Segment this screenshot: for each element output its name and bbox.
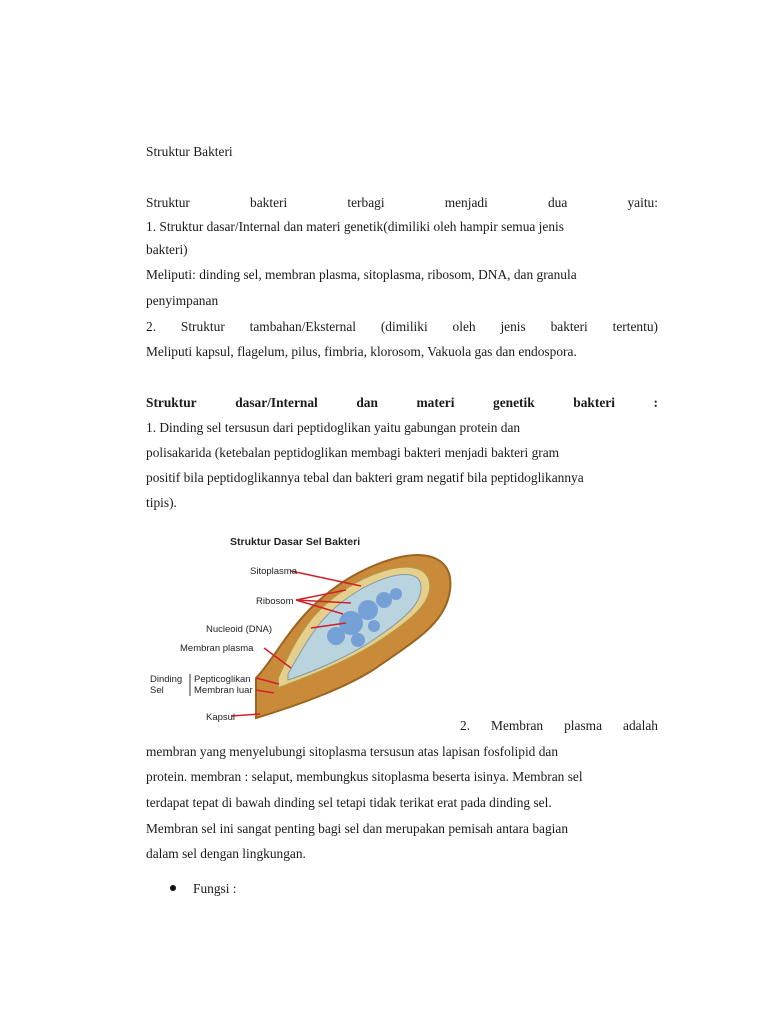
word: adalah bbox=[623, 718, 658, 733]
document-title: Struktur Bakteri bbox=[146, 144, 233, 159]
label-ribosom: Ribosom bbox=[256, 596, 294, 607]
word: dan bbox=[356, 395, 378, 410]
bullet-dot-icon bbox=[170, 885, 176, 891]
bacteria-diagram bbox=[146, 528, 466, 733]
bacteria-structure-figure bbox=[146, 528, 466, 733]
word: Struktur bbox=[180, 319, 225, 334]
paragraph2-line-1 bbox=[460, 717, 658, 735]
intro-line-1 bbox=[146, 194, 658, 212]
paragraph2-line-5: Membran sel ini sangat penting bagi sel dan merupakan pemisah antara bagian bbox=[146, 821, 569, 836]
word: Struktur bbox=[146, 195, 190, 210]
word: jenis bbox=[500, 319, 526, 334]
word: : bbox=[653, 395, 658, 410]
paragraph2-line-4: terdapat tepat di bawah dinding sel tetapi tidak terikat erat pada dinding sel. bbox=[146, 795, 552, 810]
section-line-4: tipis). bbox=[146, 495, 177, 510]
section-heading bbox=[146, 394, 658, 412]
word: 2. bbox=[146, 319, 157, 334]
label-dinding: Dinding bbox=[150, 674, 183, 685]
nucleoid-blob bbox=[376, 592, 392, 608]
paragraph2-line-3: protein. membran : selaput, membungkus sitoplasma beserta isinya. Membran sel bbox=[146, 769, 583, 784]
word: plasma bbox=[564, 718, 603, 733]
word: menjadi bbox=[444, 195, 488, 210]
word: materi bbox=[416, 395, 455, 410]
label-membran-plasma: Membran plasma bbox=[180, 643, 254, 654]
word: (dimiliki bbox=[380, 319, 428, 334]
word: oleh bbox=[452, 319, 476, 334]
word: bakteri bbox=[573, 395, 615, 410]
word: Struktur bbox=[146, 395, 197, 410]
label-sel: Sel bbox=[150, 685, 164, 696]
section-line-3: positif bila peptidoglikannya tebal dan bakteri gram negatif bila peptidoglikannya bbox=[146, 470, 584, 485]
intro-line-6 bbox=[146, 318, 658, 336]
nucleoid-blob bbox=[327, 627, 345, 645]
word: bakteri bbox=[550, 319, 588, 334]
nucleoid-blob bbox=[368, 620, 380, 632]
figure-title: Struktur Dasar Sel Bakteri bbox=[230, 536, 361, 548]
word: terbagi bbox=[347, 195, 385, 210]
section-line-2: polisakarida (ketebalan peptidoglikan membagi bakteri menjadi bakteri gram bbox=[146, 445, 560, 460]
word: Membran bbox=[491, 718, 544, 733]
nucleoid-blob bbox=[358, 600, 378, 620]
word: tertentu) bbox=[612, 319, 658, 334]
label-kapsul: Kapsul bbox=[206, 712, 236, 723]
nucleoid-blob bbox=[351, 633, 365, 647]
label-nucleoid: Nucleoid (DNA) bbox=[206, 624, 272, 635]
label-sitoplasma: Sitoplasma bbox=[250, 566, 297, 577]
paragraph2-line-6: dalam sel dengan lingkungan. bbox=[146, 846, 306, 861]
intro-line-4: Meliputi: dinding sel, membran plasma, sitoplasma, ribosom, DNA, dan granula bbox=[146, 267, 577, 282]
bullet-label: Fungsi : bbox=[193, 881, 237, 896]
section-line-1: 1. Dinding sel tersusun dari peptidoglikan yaitu gabungan protein dan bbox=[146, 420, 521, 435]
intro-line-3: bakteri) bbox=[146, 242, 188, 257]
word: tambahan/Eksternal bbox=[249, 319, 356, 334]
intro-line-2: 1. Struktur dasar/Internal dan materi genetik(dimiliki oleh hampir semua jenis bbox=[146, 219, 564, 234]
word: bakteri bbox=[250, 195, 288, 210]
intro-line-7: Meliputi kapsul, flagelum, pilus, fimbria, klorosom, Vakuola gas dan endospora. bbox=[146, 344, 577, 359]
paragraph2-line-2: membran yang menyelubungi sitoplasma tersusun atas lapisan fosfolipid dan bbox=[146, 744, 559, 759]
nucleoid-blob bbox=[390, 588, 402, 600]
word: 2. bbox=[460, 718, 471, 733]
intro-line-5: penyimpanan bbox=[146, 293, 219, 308]
word: yaitu: bbox=[627, 195, 658, 210]
word: dua bbox=[547, 195, 568, 210]
word: dasar/Internal bbox=[235, 395, 318, 410]
label-pepticoglikan: Pepticoglikan bbox=[194, 674, 251, 685]
word: genetik bbox=[493, 395, 535, 410]
label-membran-luar: Membran luar bbox=[194, 685, 253, 696]
